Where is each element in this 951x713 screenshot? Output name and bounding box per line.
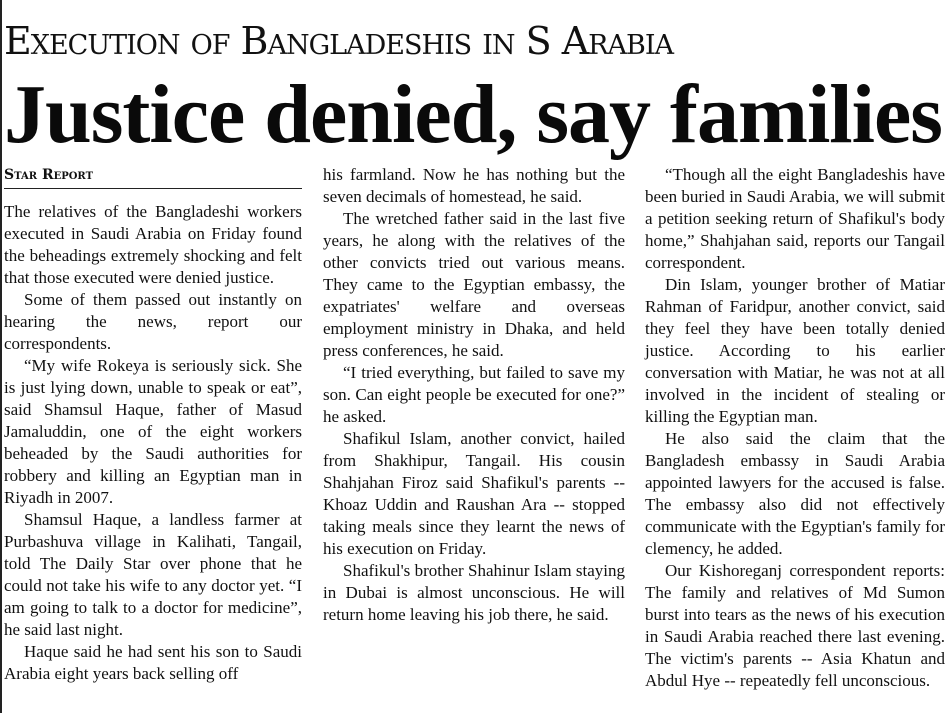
article-headline: Justice denied, say families xyxy=(4,68,942,161)
article-paragraph: Some of them passed out instantly on hearing the news, report our correspondents. xyxy=(4,290,302,353)
article-column-2 xyxy=(323,164,625,626)
article-paragraph: Haque said he had sent his son to Saudi Arabia eight years back selling off xyxy=(4,642,302,683)
article-column-1 xyxy=(4,164,302,685)
article-paragraph: Our Kishoreganj correspondent reports: The family and relatives of Md Sumon burst into tears as the news of his execution in Saudi Arabia reached there last evening. The victim's parents -- Asia Khatun and Abdul Hye -- repeatedly fell unconscious. xyxy=(645,561,945,690)
page-left-rule xyxy=(0,0,2,713)
article-byline: Star Report xyxy=(4,164,302,189)
article-paragraph: The wretched father said in the last five years, he along with the relatives of the other convicts tried out various means. They came to the Egyptian embassy, the expatriates' welfare and overseas employment ministry in Dhaka, and held press conferences, he said. xyxy=(323,209,625,360)
article-kicker: Execution of Bangladeshis in S Arabia xyxy=(4,19,673,63)
article-paragraph: “Though all the eight Bangladeshis have been buried in Saudi Arabia, we will submit a petition seeking return of Shafikul's body home,” Shahjahan said, reports our Tangail correspondent. xyxy=(645,165,945,272)
article-paragraph: Shafikul's brother Shahinur Islam staying in Dubai is almost unconscious. He will return home leaving his job there, he said. xyxy=(323,561,625,624)
article-paragraph: “My wife Rokeya is seriously sick. She is just lying down, unable to speak or eat”, said Shamsul Haque, father of Masud Jamaluddin, one of the eight workers beheaded by the Saudi authorities for robbery and killing an Egyptian man in Riyadh in 2007. xyxy=(4,356,302,507)
article-paragraph: He also said the claim that the Bangladesh embassy in Saudi Arabia appointed lawyers for the accused is false. The embassy also did not effectively communicate with the Egyptian's family for clemency, he added. xyxy=(645,429,945,558)
article-paragraph: The relatives of the Bangladeshi workers executed in Saudi Arabia on Friday found the beheadings extremely shocking and felt that those executed were denied justice. xyxy=(4,202,302,287)
article-paragraph: “I tried everything, but failed to save my son. Can eight people be executed for one?” he asked. xyxy=(323,363,625,426)
article-paragraph: Shamsul Haque, a landless farmer at Purbashuva village in Kalihati, Tangail, told The Daily Star over phone that he could not take his wife to any doctor yet. “I am going to talk to a doctor for medicine”, he said last night. xyxy=(4,510,302,639)
article-paragraph: Shafikul Islam, another convict, hailed from Shakhipur, Tangail. His cousin Shahjahan Firoz said Shafikul's parents -- Khoaz Uddin and Raushan Ara -- stopped taking meals since they learnt the news of his execution on Friday. xyxy=(323,429,625,558)
article-paragraph: Din Islam, younger brother of Matiar Rahman of Faridpur, another convict, said they feel they have been totally denied justice. According to his earlier conversation with Matiar, he was not at all involved in the incident of stealing or killing the Egyptian man. xyxy=(645,275,945,426)
article-column-3 xyxy=(645,164,945,692)
article-paragraph: his farmland. Now he has nothing but the seven decimals of homestead, he said. xyxy=(323,165,625,206)
